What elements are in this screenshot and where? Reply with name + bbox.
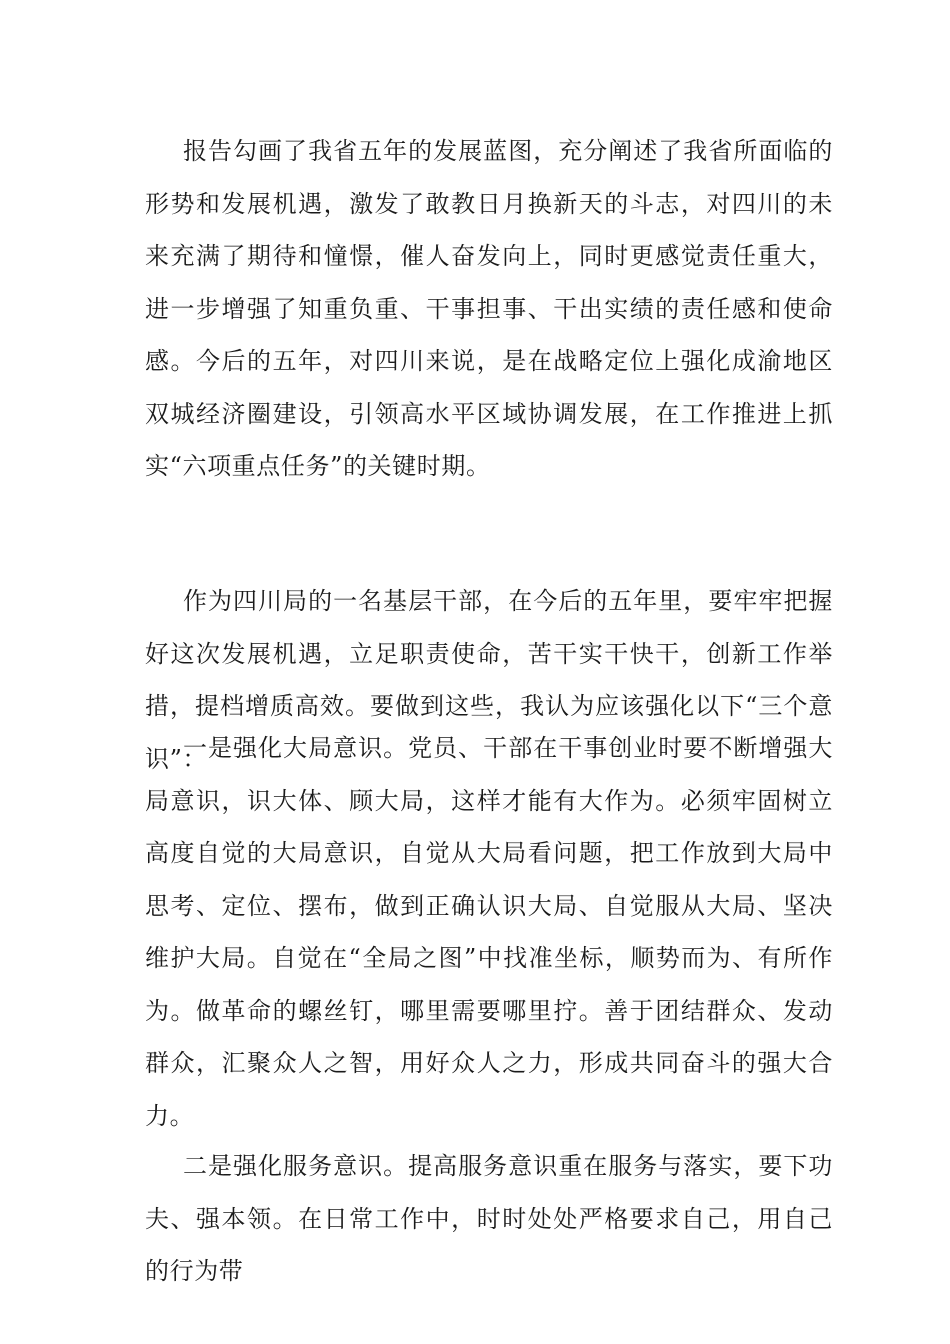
paragraph-grassroots-cadre: 作为四川局的一名基层干部，在今后的五年里，要牢牢把握好这次发展机遇，立足职责使命，苦干实干快干，创新工作举措，提档增质高效。要做到这些，我认为应该强化以下“三个意识”：: [145, 587, 833, 773]
paragraph-service-awareness: 二是强化服务意识。提高服务意识重在服务与落实，要下功夫、强本领。在日常工作中，时时处处严格要求自己，用自己的行为带: [145, 1152, 833, 1285]
paragraph-report-overview: 报告勾画了我省五年的发展蓝图，充分阐述了我省所面临的形势和发展机遇，激发了敢教日月换新天的斗志，对四川的未来充满了期待和憧憬，催人奋发向上，同时更感觉责任重大，进一步增强了知重负重、干事担事、干出实绩的责任感和使命感。今后的五年，对四川来说，是在战略定位上强化成渝地区双城经济圈建设，引领高水平区域协调发展，在工作推进上抓实“六项重点任务”的关键时期。: [145, 137, 833, 480]
paragraph-overall-awareness: 一是强化大局意识。党员、干部在干事创业时要不断增强大局意识，识大体、顾大局，这样才能有大作为。必须牢固树立高度自觉的大局意识，自觉从大局看问题，把工作放到大局中思考、定位、摆布，做到正确认识大局、自觉服从大局、坚决维护大局。自觉在“全局之图”中找准坐标，顺势而为、有所作为。做革命的螺丝钉，哪里需要哪里拧。善于团结群众、发动群众，汇聚众人之智，用好众人之力，形成共同奋斗的强大合力。: [145, 734, 833, 1130]
